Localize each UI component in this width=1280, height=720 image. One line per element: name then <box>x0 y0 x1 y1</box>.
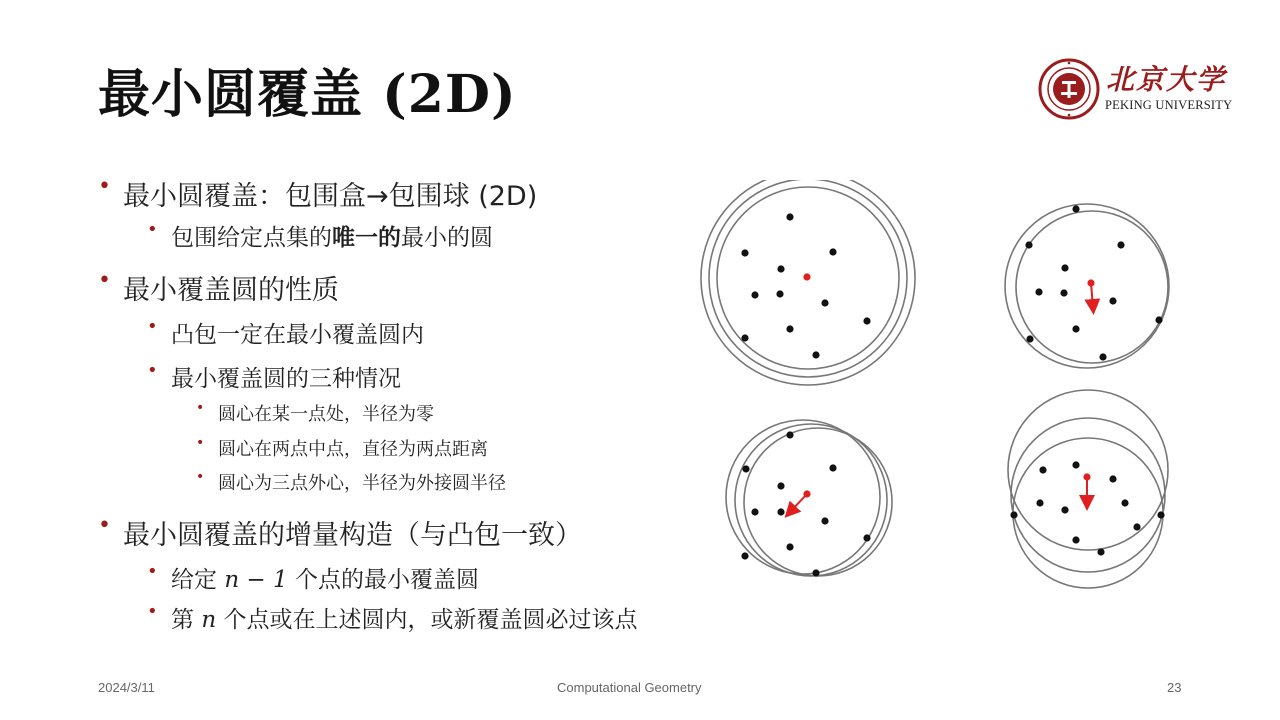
bullet-dot-icon: • <box>196 435 205 451</box>
bullet-dot-icon: • <box>98 174 111 199</box>
bullet-dot-icon: • <box>98 513 111 538</box>
bullet-text: 最小圆覆盖：包围盒→包围球 (2D) <box>123 181 538 212</box>
bullet-text: 包围给定点集的 <box>171 225 332 251</box>
bullet-dot-icon: • <box>147 561 158 582</box>
bullet-text: 圆心在某一点处，半径为零 <box>218 404 434 425</box>
bullet-text: 圆心为三点外心，半径为外接圆半径 <box>218 473 506 494</box>
bullet-text: 最小覆盖圆的性质 <box>123 275 339 306</box>
footer-date: 2024/3/11 <box>98 680 155 695</box>
logo-english-name: PEKING UNIVERSITY <box>1105 98 1233 112</box>
math-expression: n − 1 <box>224 567 288 593</box>
bullet-item <box>98 174 538 213</box>
bullet-text: 圆心在两点中点，直径为两点距离 <box>218 439 488 460</box>
bullet-text: 给定 <box>171 567 225 593</box>
bullet-text-bold: 唯一的 <box>332 225 401 251</box>
bullet-text: 最小覆盖圆的三种情况 <box>171 366 401 392</box>
bullet-item <box>147 360 401 393</box>
bullet-dot-icon: • <box>147 601 158 622</box>
bullet-item <box>196 435 488 461</box>
bullet-dot-icon: • <box>196 469 205 485</box>
logo-chinese-name: 北京大学 <box>1106 63 1227 96</box>
peking-university-seal-icon <box>1038 58 1100 120</box>
panel-bottom-left <box>726 420 892 577</box>
bullet-item <box>147 219 493 252</box>
bullet-text: 个点或在上述圆内，或新覆盖圆必过该点 <box>216 607 638 633</box>
panel-bottom-right <box>1008 390 1168 588</box>
min-enclosing-circle-figure <box>690 180 1190 600</box>
bullet-dot-icon: • <box>147 316 158 337</box>
bullet-text: 最小的圆 <box>401 225 493 251</box>
slide-title: 最小圆覆盖 (2D) <box>98 64 517 125</box>
bullet-dot-icon: • <box>196 400 205 416</box>
bullet-text: 第 <box>171 607 202 633</box>
bullet-item <box>98 268 339 307</box>
footer-page-number: 23 <box>1167 680 1182 695</box>
panel-top-right <box>1005 204 1169 368</box>
footer-course: Computational Geometry <box>557 680 702 695</box>
panel-top-left <box>701 180 915 385</box>
bullet-text: 凸包一定在最小覆盖圆内 <box>171 322 424 348</box>
bullet-text: 最小圆覆盖的增量构造（与凸包一致） <box>123 520 582 551</box>
bullet-text: 个点的最小覆盖圆 <box>287 567 479 593</box>
bullet-dot-icon: • <box>98 268 111 293</box>
bullet-item <box>147 316 424 349</box>
bullet-item <box>147 601 638 634</box>
university-logo <box>1038 58 1238 118</box>
bullet-dot-icon: • <box>147 360 158 381</box>
math-expression: n <box>201 607 217 633</box>
bullet-item <box>147 561 479 594</box>
bullet-dot-icon: • <box>147 219 158 240</box>
bullet-item <box>196 469 506 495</box>
bullet-item <box>98 513 582 552</box>
bullet-item <box>196 400 434 426</box>
